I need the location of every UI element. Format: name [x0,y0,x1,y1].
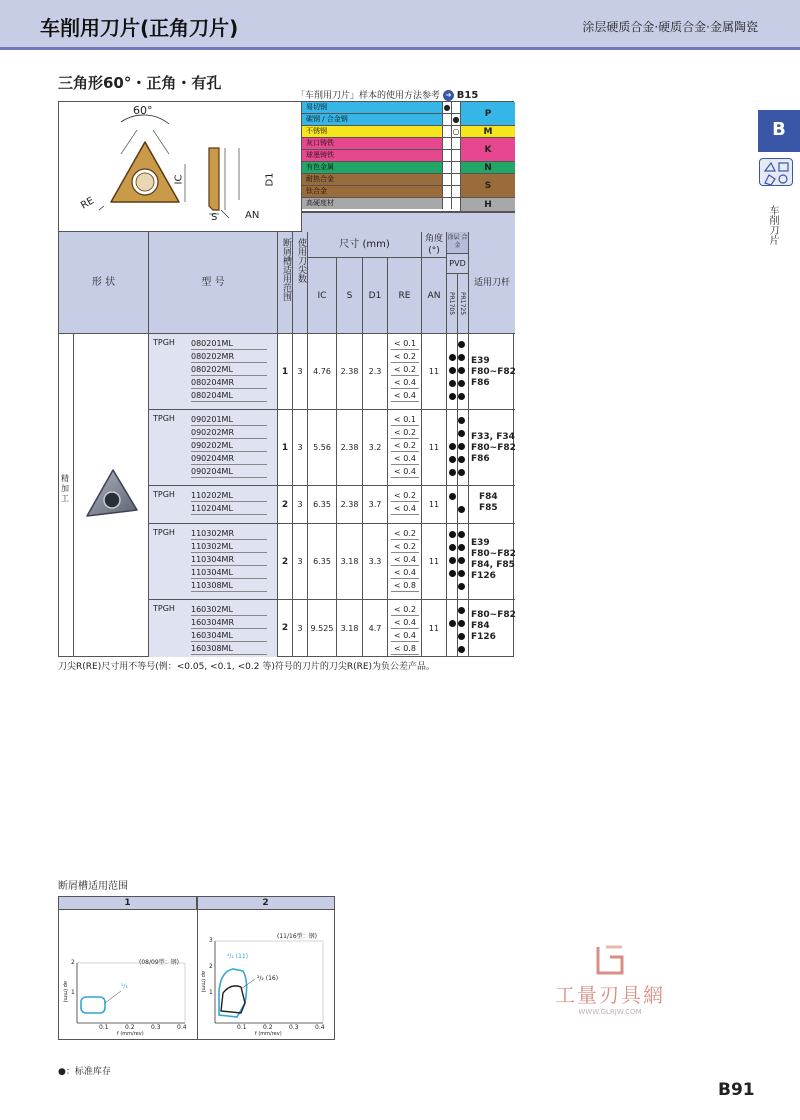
material-label: 碳钢 / 合金钢 [302,114,442,125]
materials-spacer [302,212,515,232]
header-dimensions: 尺寸 (mm) [308,232,422,258]
series-label: TPGH [153,604,175,613]
re-value: < 0.2 [391,351,419,363]
side-tab-b[interactable]: B [758,110,800,152]
material-mark [442,138,451,149]
legend: ●：标准库存 [58,1067,111,1077]
material-mark [442,198,451,209]
panel-1-zone-label: ¹/₁ [121,983,128,990]
stock-dot [458,607,465,614]
re-value: < 0.4 [391,503,419,515]
model-number[interactable]: 090204MR [191,453,267,465]
group-h: H [460,198,515,212]
finishing-label: 精加工 [61,474,69,503]
header-edges: 使用刀尖数 [296,238,306,283]
panel-1-chart [59,911,197,1039]
re-cell [388,600,422,657]
re-value: < 0.1 [391,414,419,426]
holder-item[interactable]: F86 [471,378,490,388]
arrow-right-icon: ➜ [443,90,454,101]
insert-group-2 [149,410,515,486]
stock-dot [449,367,456,374]
stock-dot [458,469,465,476]
material-label: 不锈钢 [302,126,442,137]
material-mark [451,174,460,185]
holder-list [471,538,516,582]
material-label: 高硬度材 [302,198,442,209]
model-number[interactable]: 160308ML [191,643,267,655]
holder-list [479,492,498,514]
chipbreaker-panel-1-head: 1 [59,897,197,910]
s-value: 2.38 [337,410,363,486]
an-value: 11 [422,334,447,410]
header-edges-cell [293,232,308,334]
insert-diagram [59,102,302,232]
header-pr1705-cell [447,274,458,334]
reference-page-link[interactable]: B15 [456,90,479,101]
panel-1-ytick: 1 [71,989,75,996]
header-pr1705: PR1705 [448,292,455,316]
stock-dot [458,557,465,564]
section-title: 三角形60°・正角・有孔 [58,74,222,92]
header-pr1725-cell [458,274,469,334]
d1-value: 3.7 [363,486,388,524]
model-number[interactable]: 110302ML [191,541,267,553]
stock-dot [449,544,456,551]
s-value: 3.18 [337,600,363,657]
model-number[interactable]: 090204ML [191,466,267,478]
panel-2-note: (11/16型：钢) [277,933,317,940]
header-d1: D1 [363,258,388,334]
chipbreaker-range-box [58,896,335,1040]
reference-text: 「车削用刀片」样本的使用方法参考 [296,91,441,101]
re-value: < 0.2 [391,541,419,553]
an-value: 11 [422,410,447,486]
holder-item[interactable]: F80~F82 [471,610,516,620]
stock-dot [458,506,465,513]
material-mark [451,138,460,149]
stock-dot [458,646,465,653]
re-value: < 0.4 [391,554,419,566]
model-number[interactable]: 080204MR [191,377,267,389]
table-header [59,232,515,334]
page-number: B91 [718,1080,755,1100]
model-number[interactable]: 110304ML [191,567,267,579]
model-number[interactable]: 090201ML [191,414,267,426]
panel-1-note: (08/09型：钢) [139,959,179,966]
ic-value: 4.76 [308,334,337,410]
holder-item[interactable]: F80~F82 [471,549,516,559]
material-mark: ● [443,103,451,112]
diagram-d1-label: D1 [264,172,276,187]
group-s: S [460,174,515,198]
re-value: < 0.4 [391,377,419,389]
panel-1-xtick: 0.1 [99,1024,109,1031]
re-cell [388,334,422,410]
insert-table [58,101,514,657]
cb-range-value: 2 [278,600,293,657]
watermark-name: 工量刃具網 [555,983,665,1007]
pr1705-cell [447,486,458,524]
holder-item[interactable]: F85 [479,503,498,513]
re-cell [388,410,422,486]
model-number[interactable]: 160304MR [191,617,267,629]
panel-1-xlabel: f (mm/rev) [117,1031,144,1037]
stock-dot [449,570,456,577]
stock-dot [458,380,465,387]
stock-dot [458,430,465,437]
material-mark [451,150,460,161]
header-coated: 涂层 合金 [447,232,469,254]
stock-dot [449,557,456,564]
d1-value: 3.2 [363,410,388,486]
ic-value: 9.525 [308,600,337,657]
stock-dot [458,620,465,627]
header-ic: IC [308,258,337,334]
re-value: < 0.2 [391,427,419,439]
ic-value: 6.35 [308,486,337,524]
stock-dot [458,417,465,424]
material-mark: ○ [452,127,460,136]
model-number[interactable]: 080204ML [191,390,267,402]
ic-value: 6.35 [308,524,337,600]
stock-dot [449,469,456,476]
holder-item[interactable]: F84, F85 [471,560,515,570]
holder-item[interactable]: F80~F82 [471,367,516,377]
stock-dot [449,493,456,500]
model-number[interactable]: 080202ML [191,364,267,376]
stock-dot [449,456,456,463]
panel-2-xtick: 0.4 [315,1024,325,1031]
model-number[interactable]: 160304ML [191,630,267,642]
stock-dot [449,354,456,361]
re-value: < 0.4 [391,466,419,478]
material-mark: ● [452,115,460,124]
side-label: 车削刀片 [767,205,778,245]
stock-dot [458,544,465,551]
panel-1-xtick: 0.4 [177,1024,187,1031]
header-angle: 角度 (°) [422,232,447,258]
pr1705-cell [447,600,458,657]
panel-2-ytick: 1 [209,989,213,996]
cb-range-value: 2 [278,524,293,600]
stock-dot [449,443,456,450]
material-mark [442,162,451,173]
series-label: TPGH [153,490,175,499]
panel-2-xlabel: f (mm/rev) [255,1031,282,1037]
header-pr1725: PR1725 [459,292,466,316]
holder-item[interactable]: F84 [471,621,490,631]
footnote: 刀尖R(RE)尺寸用不等号(例：<0.05, <0.1, <0.2 等)符号的刀片的刀尖R(RE)为负公差产品。 [58,662,436,672]
d1-value: 4.7 [363,600,388,657]
stock-dot [458,443,465,450]
material-mark [442,186,451,197]
re-value: < 0.2 [391,364,419,376]
edges-value: 3 [293,600,308,657]
ic-value: 5.56 [308,410,337,486]
panel-1-ytick: 2 [71,959,75,966]
panel-2-zone-a-label: ²/₂ (11) [227,953,249,960]
re-value: < 0.4 [391,567,419,579]
table-body [59,334,515,657]
material-label: 有色金属 [302,162,442,173]
stock-dot [458,393,465,400]
holder-item[interactable]: F126 [471,571,496,581]
re-value: < 0.4 [391,453,419,465]
an-value: 11 [422,486,447,524]
header-shape: 形 状 [59,232,149,334]
header-cb-range: 断屑槽适用范围 [281,238,291,301]
holder-list [471,610,516,643]
reference-note [296,88,478,101]
stock-dot [458,367,465,374]
chipbreaker-title: 断屑槽适用范围 [58,881,128,892]
model-number[interactable]: 110202ML [191,490,267,502]
re-cell [388,486,422,524]
holder-item[interactable]: F126 [471,632,496,642]
watermark-logo [545,945,675,1016]
holder-list [471,432,516,465]
model-number[interactable]: 090202MR [191,427,267,439]
material-label: 钛合金 [302,186,442,197]
page-subtitle: 涂层硬质合金·硬质合金·金属陶瓷 [582,20,758,34]
re-value: < 0.4 [391,617,419,629]
model-number[interactable]: 160302ML [191,604,267,616]
model-number[interactable]: 110308ML [191,580,267,592]
panel-1-ylabel: ap (mm) [62,981,68,1003]
material-mark [442,114,451,125]
material-label: 灰口铸铁 [302,138,442,149]
diagram-ic-label: IC [173,174,185,185]
edges-value: 3 [293,486,308,524]
edges-value: 3 [293,524,308,600]
insert-shapes-icon [759,158,793,186]
group-k: K [460,138,515,162]
diagram-angle-label: 60° [133,104,153,117]
panel-2-ylabel: ap (mm) [200,971,206,993]
panel-2-xtick: 0.3 [289,1024,299,1031]
stock-dot [458,354,465,361]
re-value: < 0.2 [391,528,419,540]
model-number[interactable]: 110204ML [191,503,267,515]
stock-dot [449,620,456,627]
panel-2-xtick: 0.1 [237,1024,247,1031]
edges-value: 3 [293,410,308,486]
stock-dot [458,583,465,590]
insert-photo [81,464,141,524]
material-mark [451,186,460,197]
panel-2-ytick: 3 [209,937,213,944]
material-mark [451,102,460,113]
header-cb-range-cell [278,232,293,334]
shape-divider [73,334,74,657]
stock-dot [449,531,456,538]
insert-group-1 [149,334,515,410]
model-number[interactable]: 090202ML [191,440,267,452]
stock-dot [449,393,456,400]
re-value: < 0.2 [391,490,419,502]
holder-item[interactable]: E39 [471,538,490,548]
cb-range-value: 1 [278,410,293,486]
page-title: 车削用刀片(正角刀片) [40,16,239,40]
model-number[interactable]: 110302MR [191,528,267,540]
material-label: 易切钢 [302,102,442,113]
re-cell [388,524,422,600]
panel-2-ytick: 2 [209,963,213,970]
pr1725-cell [458,486,469,524]
group-m: M [460,126,515,138]
insert-group-3 [149,486,515,524]
header-pvd: PVD [447,254,469,274]
holder-item[interactable]: F84 [479,492,498,502]
s-value: 2.38 [337,334,363,410]
re-value: < 0.4 [391,390,419,402]
shape-column [59,334,149,657]
page-header [0,0,800,50]
insert-group-4 [149,524,515,600]
an-value: 11 [422,600,447,657]
header-holder: 适用刀杆 [473,278,510,288]
holder-item[interactable]: E39 [471,356,490,366]
stock-dot [458,456,465,463]
re-value: < 0.8 [391,643,419,655]
watermark-glyph [590,945,630,975]
series-label: TPGH [153,528,175,537]
material-label: 球墨铸铁 [302,150,442,161]
panel-2-xtick: 0.2 [263,1024,273,1031]
material-mark [451,198,460,209]
series-label: TPGH [153,414,175,423]
series-label: TPGH [153,338,175,347]
holder-item[interactable]: F80~F82 [471,443,516,453]
an-value: 11 [422,524,447,600]
chipbreaker-panel-2-head: 2 [197,897,334,910]
s-value: 3.18 [337,524,363,600]
material-mark [442,174,451,185]
header-re: RE [388,258,422,334]
group-n: N [460,162,515,174]
re-value: < 0.1 [391,338,419,350]
d1-value: 3.3 [363,524,388,600]
material-mark [442,126,451,137]
panel-1-xtick: 0.2 [125,1024,135,1031]
model-number[interactable]: 080201ML [191,338,267,350]
model-number[interactable]: 080202MR [191,351,267,363]
model-number[interactable]: 110304MR [191,554,267,566]
material-mark [442,150,451,161]
stock-dot [458,633,465,640]
re-value: < 0.2 [391,604,419,616]
stock-dot [458,341,465,348]
panel-2-zone-b-label: ²/₂ (16) [257,975,279,982]
header-model: 型 号 [149,232,278,334]
diagram-an-label: AN [245,210,260,221]
stock-dot [458,570,465,577]
material-mark [451,162,460,173]
material-label: 耐热合金 [302,174,442,185]
re-value: < 0.4 [391,630,419,642]
re-value: < 0.2 [391,440,419,452]
cb-range-value: 1 [278,334,293,410]
stock-dot [458,531,465,538]
diagram-s-label: S [211,212,218,223]
header-s: S [337,258,363,334]
panel-1-xtick: 0.3 [151,1024,161,1031]
holder-item[interactable]: F86 [471,454,490,464]
diagram-re-label: RE [79,195,97,212]
re-value: < 0.8 [391,580,419,592]
d1-value: 2.3 [363,334,388,410]
workpiece-materials [302,102,515,232]
group-p: P [460,102,515,126]
s-value: 2.38 [337,486,363,524]
header-an: AN [422,258,447,334]
stock-dot [449,380,456,387]
cb-range-value: 2 [278,486,293,524]
insert-group-5 [149,600,515,657]
holder-list [471,356,516,389]
holder-item[interactable]: F33, F34 [471,432,515,442]
watermark-url: WWW.GLRJW.COM [578,1008,642,1016]
edges-value: 3 [293,334,308,410]
